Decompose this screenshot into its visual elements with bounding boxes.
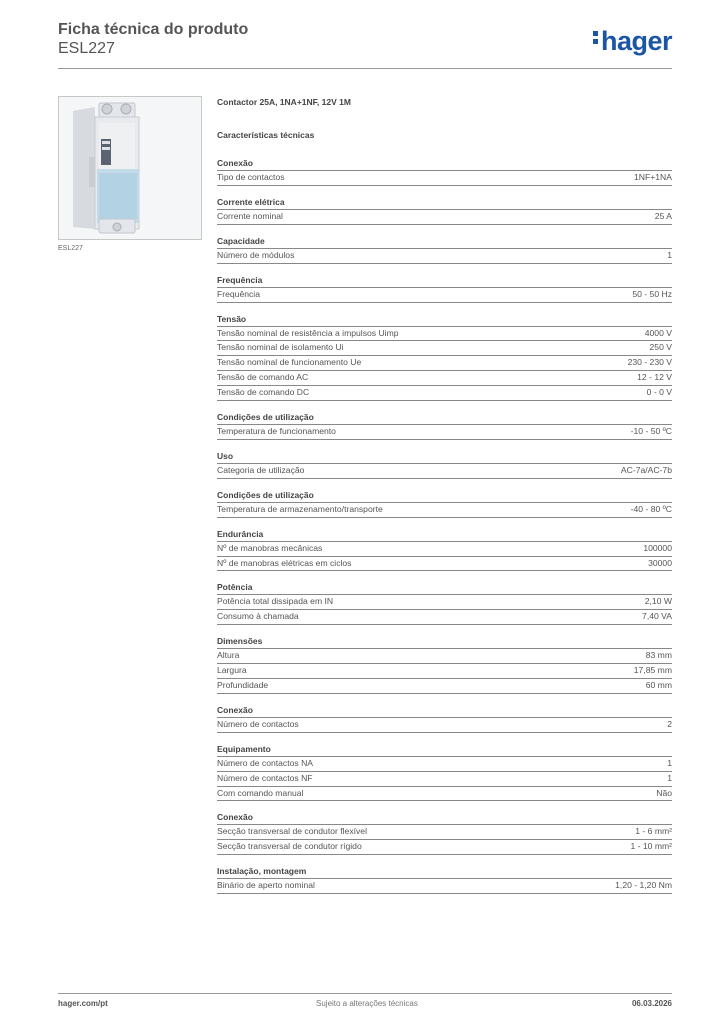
spec-row [217, 287, 672, 303]
spec-row [217, 771, 672, 786]
spec-row [217, 340, 672, 355]
contactor-icon [59, 97, 201, 239]
product-name: Contactor 25A, 1NA+1NF, 12V 1M [217, 97, 351, 107]
footer-divider [58, 993, 672, 994]
spec-value: 1 - 10 mm² [630, 841, 672, 852]
spec-row [217, 839, 672, 855]
spec-value: 1 - 6 mm² [635, 826, 672, 837]
tech-heading: Características técnicas [217, 130, 315, 140]
logo-dots-icon [593, 28, 599, 47]
spec-section [217, 581, 672, 625]
spec-row [217, 170, 672, 186]
spec-label: Nº de manobras mecânicas [217, 542, 323, 553]
spec-row [217, 663, 672, 678]
spec-label: Tensão nominal de funcionamento Ue [217, 357, 362, 368]
spec-value: 1,20 - 1,20 Nm [615, 880, 672, 891]
spec-row [217, 502, 672, 518]
spec-row [217, 209, 672, 225]
section-title: Frequência [217, 274, 263, 285]
section-title: Corrente elétrica [217, 196, 285, 207]
spec-label: Número de contactos NF [217, 772, 313, 783]
spec-value: 7,40 VA [642, 611, 672, 622]
spec-label: Profundidade [217, 680, 269, 691]
spec-value: AC-7a/AC-7b [620, 464, 672, 475]
spec-label: Temperatura de armazenamento/transporte [217, 503, 383, 514]
spec-value: 100000 [643, 542, 672, 553]
spec-section [217, 865, 672, 894]
section-title: Capacidade [217, 235, 265, 246]
page-title: Ficha técnica do produto [58, 21, 249, 38]
spec-row [217, 541, 672, 556]
spec-section [217, 528, 672, 572]
spec-row [217, 326, 672, 341]
spec-value: 1 [667, 772, 672, 783]
photo-caption: ESL227 [58, 245, 83, 252]
spec-label: Número de contactos NA [217, 757, 314, 768]
spec-section [217, 235, 672, 264]
spec-label: Temperatura de funcionamento [217, 426, 336, 437]
spec-section [217, 704, 672, 733]
spec-value: 1 [667, 249, 672, 260]
section-title: Uso [217, 450, 234, 461]
section-title: Conexão [217, 704, 253, 715]
spec-value: 30000 [648, 557, 672, 568]
spec-value: 4000 V [644, 327, 672, 338]
spec-section [217, 196, 672, 225]
spec-sections [217, 157, 672, 894]
spec-value: 60 mm [645, 680, 672, 691]
section-title: Condições de utilização [217, 412, 314, 423]
spec-label: Número de contactos [217, 718, 299, 729]
page-header [58, 20, 248, 58]
spec-row [217, 648, 672, 663]
spec-row [217, 678, 672, 694]
spec-label: Tensão de comando AC [217, 372, 309, 383]
spec-value: 25 A [654, 210, 672, 221]
section-title: Endurância [217, 528, 264, 539]
spec-row [217, 355, 672, 370]
product-photo [58, 96, 202, 240]
spec-value: 250 V [649, 342, 672, 353]
section-title: Tensão [217, 313, 247, 324]
spec-row [217, 385, 672, 401]
spec-label: Tensão nominal de isolamento Ui [217, 342, 344, 353]
spec-label: Com comando manual [217, 787, 304, 798]
spec-row [217, 609, 672, 625]
spec-section [217, 635, 672, 694]
section-title: Conexão [217, 812, 253, 823]
footer-date: 06.03.2026 [631, 999, 672, 1008]
spec-row [217, 824, 672, 839]
spec-section [217, 411, 672, 440]
spec-section [217, 450, 672, 479]
spec-value: 230 - 230 V [627, 357, 672, 368]
spec-row [217, 463, 672, 479]
section-title: Equipamento [217, 743, 271, 754]
spec-label: Altura [217, 650, 240, 661]
logo-text: hager [600, 26, 672, 56]
spec-section [217, 743, 672, 802]
spec-row [217, 717, 672, 733]
spec-value: 12 - 12 V [637, 372, 672, 383]
spec-value: 83 mm [645, 650, 672, 661]
spec-label: Frequência [217, 288, 260, 299]
spec-label: Tensão de comando DC [217, 387, 310, 398]
spec-value: -40 - 80 ºC [630, 503, 672, 514]
spec-label: Potência total dissipada em IN [217, 596, 334, 607]
spec-row [217, 786, 672, 802]
spec-row [217, 756, 672, 771]
spec-label: Consumo à chamada [217, 611, 299, 622]
spec-row [217, 370, 672, 385]
footer-website[interactable]: hager.com/pt [58, 999, 108, 1008]
spec-row [217, 594, 672, 609]
section-title: Conexão [217, 158, 253, 168]
spec-value: 2 [667, 718, 672, 729]
spec-label: Binário de aperto nominal [217, 880, 315, 891]
spec-value: 2,10 W [644, 596, 672, 607]
spec-label: Tensão nominal de resistência a impulsos Uimp [217, 327, 399, 338]
spec-label: Corrente nominal [217, 210, 283, 221]
spec-value: Não [656, 787, 672, 798]
section-title: Dimensões [217, 636, 263, 647]
spec-label: Nº de manobras elétricas em ciclos [217, 557, 352, 568]
spec-label: Secção transversal de condutor rígido [217, 841, 362, 852]
spec-section [217, 313, 672, 401]
spec-label: Tipo de contactos [217, 172, 285, 182]
spec-row [217, 556, 672, 572]
spec-row [217, 424, 672, 440]
spec-label: Categoria de utilização [217, 464, 305, 475]
section-title: Condições de utilização [217, 489, 314, 500]
footer-note: Sujeito a alterações técnicas [316, 999, 418, 1008]
spec-section [217, 274, 672, 303]
spec-value: 17,85 mm [633, 665, 672, 676]
spec-label: Largura [217, 665, 247, 676]
spec-value: 1NF+1NA [634, 172, 672, 182]
spec-content [217, 96, 672, 904]
spec-value: 1 [667, 757, 672, 768]
spec-row [217, 878, 672, 894]
spec-section [217, 811, 672, 855]
product-code: ESL227 [58, 40, 115, 57]
spec-section [217, 157, 672, 186]
spec-label: Número de módulos [217, 249, 295, 260]
spec-section [217, 489, 672, 518]
section-title: Instalação, montagem [217, 866, 307, 877]
spec-value: -10 - 50 ºC [630, 426, 672, 437]
header-divider [58, 68, 672, 69]
spec-value: 50 - 50 Hz [632, 288, 672, 299]
hager-logo [593, 26, 672, 57]
spec-value: 0 - 0 V [646, 387, 672, 398]
section-title: Potência [217, 582, 253, 593]
spec-label: Secção transversal de condutor flexível [217, 826, 367, 837]
spec-row [217, 248, 672, 264]
